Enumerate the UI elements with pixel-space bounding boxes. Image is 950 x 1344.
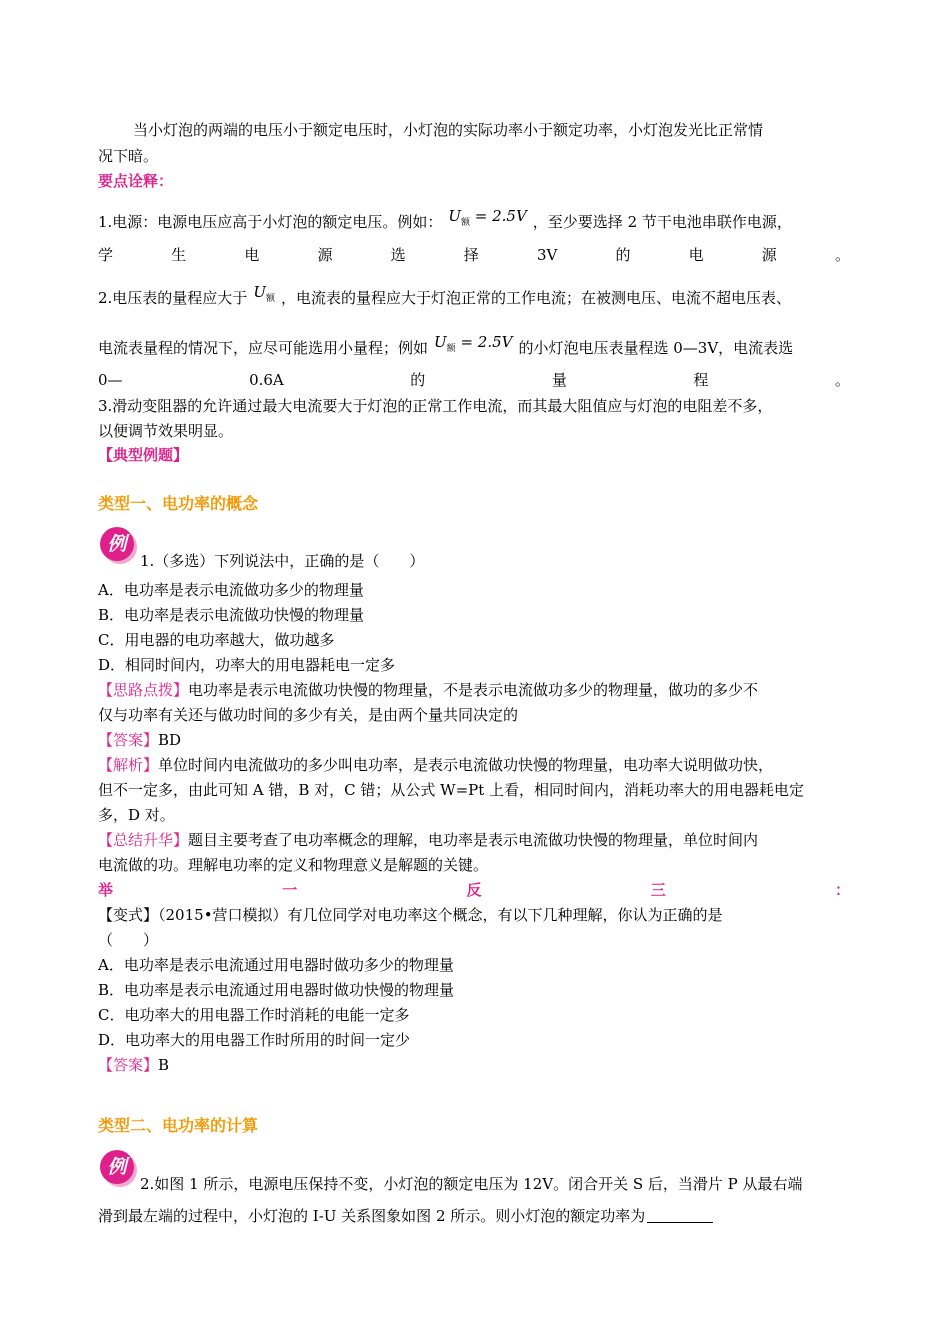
intro-line: 当小灯泡的两端的电压小于额定电压时，小灯泡的实际功率小于额定功率，小灯泡发光比正常情 xyxy=(133,121,764,139)
intro-line: 况下暗。 xyxy=(98,147,159,165)
question-2-cont: 滑到最左端的过程中，小灯泡的 I-U 关系图象如图 2 所示。则小灯泡的额定功率为 xyxy=(98,1206,858,1226)
answer: 【答案】BD xyxy=(98,731,182,749)
key-points-heading: 要点诠释： xyxy=(98,172,174,190)
summary: 【总结升华】题目主要考查了电功率概念的理解，电功率是表示电流做功快慢的物理量，单位时间内 xyxy=(98,831,759,849)
analysis-cont: 但不一定多，由此可知 A 错，B 对，C 错；从公式 W=Pt 上看，相同时间内，消耗功率大的用电器耗电定 xyxy=(98,781,805,799)
summary-cont: 电流做的功。理解电功率的定义和物理意义是解题的关键。 xyxy=(98,856,489,874)
analysis-cont: 多，D 对。 xyxy=(98,806,175,824)
juyi-heading: 举 一 反 三 ： xyxy=(98,881,850,899)
variant: 【变式】（2015•营口模拟）有几位同学对电功率这个概念，有以下几种理解，你认为正确的是 xyxy=(98,906,723,924)
example-badge-icon: 例 xyxy=(100,527,134,561)
key-point-1: 1.电源：电源电压应高于小灯泡的额定电压。例如： $U_额 = 2.5V$ ，至少要选择 2 节干电池串联作电源， xyxy=(98,207,792,231)
option-b: B．电功率是表示电流做功快慢的物理量 xyxy=(98,606,365,624)
typical-examples-heading: 【典型例题】 xyxy=(98,446,189,464)
option-c: C．用电器的电功率越大，做功越多 xyxy=(98,631,335,649)
type1-title: 类型一、电功率的概念 xyxy=(98,494,259,513)
key-point-2-cont2: 0— 0.6A 的 量 程 。 xyxy=(98,371,850,389)
variant-answer: 【答案】B xyxy=(98,1056,170,1074)
variant-option-a: A．电功率是表示电流通过用电器时做功多少的物理量 xyxy=(98,956,454,974)
formula-u-rated: $U_额 = 2.5V$ xyxy=(434,333,513,354)
key-point-3: 3.滑动变阻器的允许通过最大电流要大于灯泡的正常工作电流，而其最大阻值应与灯泡的电阻差不多， xyxy=(98,397,773,415)
type2-title: 类型二、电功率的计算 xyxy=(98,1116,259,1135)
key-point-1-cont: 学 生 电 源 选 择 3V 的 电 源 。 xyxy=(98,246,850,264)
question-2: 2.如图 1 所示，电源电压保持不变，小灯泡的额定电压为 12V。闭合开关 S 后，当滑片 P 从最右端 xyxy=(140,1175,803,1193)
example-badge-icon: 例 xyxy=(100,1150,134,1184)
answer-blank[interactable] xyxy=(647,1206,713,1223)
key-point-2: 2.电压表的量程应大于 $U_额$ ，电流表的量程应大于灯泡正常的工作电流；在被测电压、电流不超电压表、 xyxy=(98,283,791,307)
option-a: A．电功率是表示电流做功多少的物理量 xyxy=(98,581,364,599)
formula-u-rated: $U_额$ xyxy=(253,283,275,304)
variant-option-c: C．电功率大的用电器工作时消耗的电能一定多 xyxy=(98,1006,410,1024)
variant-option-b: B．电功率是表示电流通过用电器时做功快慢的物理量 xyxy=(98,981,455,999)
formula-u-rated: $U_额 = 2.5V$ xyxy=(448,207,527,228)
option-d: D．相同时间内，功率大的用电器耗电一定多 xyxy=(98,656,396,674)
key-point-2-cont: 电流表量程的情况下，应尽可能选用小量程；例如 $U_额 = 2.5V$ 的小灯泡电压表量程选 0—3V，电流表选 xyxy=(98,333,794,357)
question-1: 1.（多选）下列说法中，正确的是（ ） xyxy=(140,552,425,570)
variant-option-d: D．电功率大的用电器工作时所用的时间一定少 xyxy=(98,1031,411,1049)
hint: 【思路点拨】电功率是表示电流做功快慢的物理量，不是表示电流做功多少的物理量，做功的多少不 xyxy=(98,681,759,699)
variant-cont: （ ） xyxy=(98,931,159,949)
key-point-3-cont: 以便调节效果明显。 xyxy=(98,422,234,440)
analysis: 【解析】单位时间内电流做功的多少叫电功率，是表示电流做功快慢的物理量，电功率大说明做功快， xyxy=(98,756,774,774)
hint-cont: 仅与功率有关还与做功时间的多少有关，是由两个量共同决定的 xyxy=(98,706,519,724)
